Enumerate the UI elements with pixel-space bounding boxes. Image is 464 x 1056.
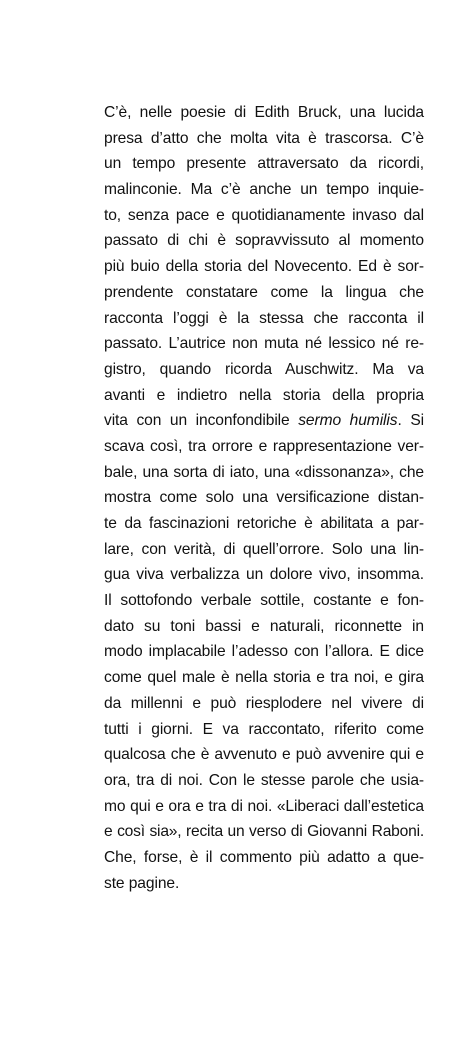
- text-line: da millenni e può riesplodere nel vivere di: [104, 694, 424, 712]
- text-line: bale, una sorta di iato, una «dissonanza», che: [104, 463, 424, 481]
- text-line: Che, forse, è il commento più adatto a que-: [104, 848, 424, 866]
- text-line: e così sia», recita un verso di Giovanni Raboni.: [104, 823, 424, 841]
- text-line: to, senza pace e quotidianamente invaso dal: [104, 206, 424, 224]
- text-line: ora, tra di noi. Con le stesse parole che usia-: [104, 771, 424, 789]
- text-line: Il sottofondo verbale sottile, costante e fon-: [104, 592, 424, 610]
- text-line: malinconie. Ma c’è anche un tempo inquie-: [104, 181, 424, 199]
- text-line-with-italic: [104, 408, 424, 434]
- text-line: gistro, quando ricorda Auschwitz. Ma va: [104, 360, 424, 378]
- text-line: gua viva verbalizza un dolore vivo, insomma.: [104, 566, 424, 584]
- text-line: lare, con verità, di quell’orrore. Solo una lin-: [104, 540, 424, 558]
- text-line: tutti i giorni. E va raccontato, riferito come: [104, 720, 424, 738]
- text-line: passato di chi è sopravvissuto al momento: [104, 232, 424, 250]
- text-line: passato. L’autrice non muta né lessico né re-: [104, 335, 424, 353]
- text-line: mo qui e ora e tra di noi. «Liberaci dall’estetica: [104, 797, 424, 815]
- text-line: te da fascinazioni retoriche è abilitata a par-: [104, 515, 424, 532]
- text-line: presa d’atto che molta vita è trascorsa. C’è: [104, 129, 424, 147]
- text-segment: . Si: [397, 412, 424, 430]
- text-line: dato su toni bassi e naturali, riconnette in: [104, 617, 424, 635]
- italic-phrase: sermo humilis: [298, 412, 398, 430]
- text-line: C’è, nelle poesie di Edith Bruck, una lucida: [104, 104, 424, 121]
- body-paragraph: [104, 100, 424, 896]
- text-line: prendente constatare come la lingua che: [104, 283, 424, 301]
- text-line: qualcosa che è avvenuto e può avvenire qui e: [104, 746, 424, 764]
- text-line: scava così, tra orrore e rappresentazione ver-: [104, 437, 424, 455]
- text-line: modo implacabile l’adesso con l’allora. E dice: [104, 643, 424, 661]
- text-line: ste pagine.: [104, 874, 180, 892]
- text-line: avanti e indietro nella storia della propria: [104, 386, 424, 404]
- text-line: un tempo presente attraversato da ricordi,: [104, 155, 424, 173]
- text-line: più buio della storia del Novecento. Ed è sor-: [104, 258, 424, 276]
- text-line: mostra come solo una versificazione distan-: [104, 489, 424, 507]
- text-line: racconta l’oggi è la stessa che racconta il: [104, 309, 424, 327]
- text-line: come quel male è nella storia e tra noi, e gira: [104, 669, 424, 687]
- text-segment: vita con un inconfondibile: [104, 412, 299, 430]
